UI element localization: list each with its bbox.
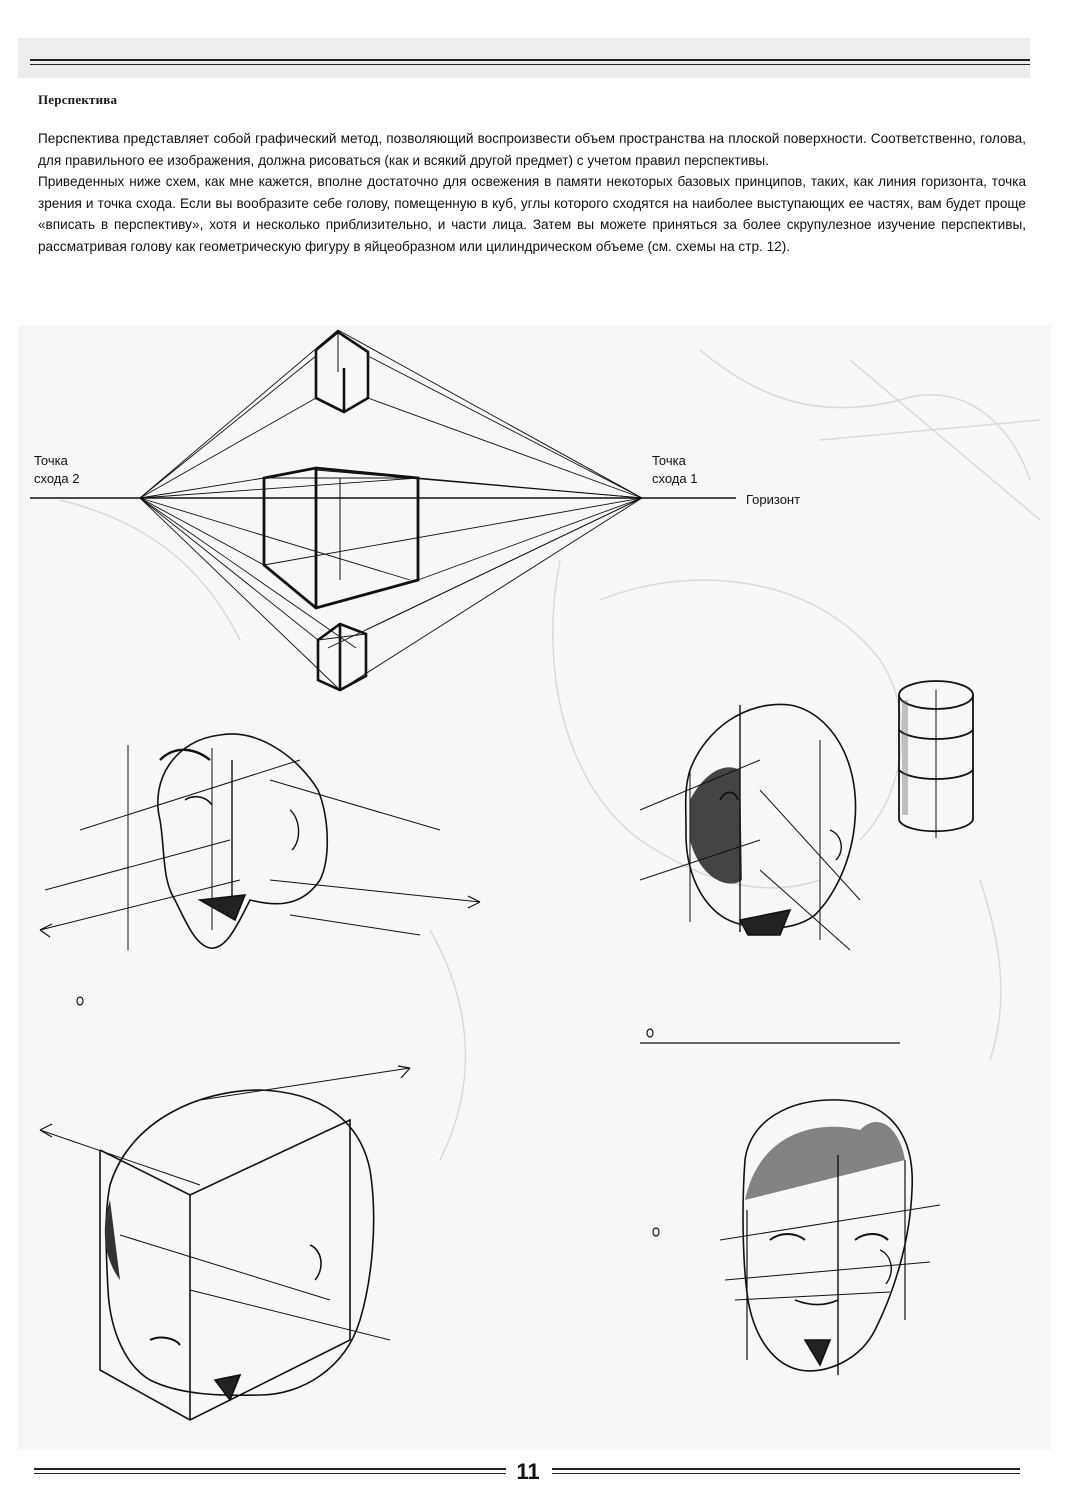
cube-bottom bbox=[318, 624, 366, 690]
footer-rule-right-bottom bbox=[552, 1473, 1020, 1474]
horizon-label: Горизонт bbox=[746, 492, 801, 507]
vanishing-point-2-line1: Точка bbox=[34, 453, 68, 468]
vanishing-point-1-line1: Точка bbox=[652, 453, 686, 468]
footer-rule-left-top bbox=[34, 1468, 506, 1470]
head-sketch-bottom-right bbox=[653, 1100, 940, 1375]
cube-middle bbox=[264, 468, 418, 608]
vanishing-point-1-line2: схода 1 bbox=[652, 471, 698, 486]
perspective-diagram bbox=[30, 330, 736, 690]
head-sketch-left bbox=[40, 734, 480, 1005]
vanishing-rays bbox=[140, 330, 642, 690]
paragraph-intro: Перспектива представляет собой графический метод, позволяющий воспроизвести объем пространства на плоской поверхности. Соответственно, голова, для правильного ее изображения, должна рисоваться (как и всякий другой предмет) с учетом правил перспективы. bbox=[38, 131, 1026, 168]
section-title: Перспектива bbox=[38, 92, 118, 107]
paragraph-cube: Приведенных ниже схем, как мне кажется, вполне достаточно для освежения в памяти некоторых базовых принципов, таких, как линия горизонта, точка зрения и точка схода. Если вы вообразите себе голову, помещенную в куб, углы которого сходятся на наиболее выступающих ее частях, вам будет проще «вписать в перспективу», хотя и несколько приблизительно, и части лица. Затем вы можете приняться за более скрупулезное изучение перспективы, рассматривая голову как геометрическую фигуру в яйцеобразном или цилиндрическом объеме (см. схемы на стр. 12). bbox=[38, 174, 1026, 254]
head-sketch-right bbox=[640, 704, 900, 1043]
vanishing-point-2-line2: схода 2 bbox=[34, 471, 80, 486]
vanishing-point-2-label bbox=[34, 452, 79, 488]
head-sketch-bottom-left bbox=[40, 1066, 410, 1420]
background-sketch bbox=[60, 350, 1040, 1160]
footer-rule-right-top bbox=[552, 1468, 1020, 1470]
page-number: 11 bbox=[516, 1459, 540, 1484]
cylinder-sketch bbox=[899, 681, 973, 838]
vanishing-point-1-label bbox=[652, 452, 697, 488]
footer-rule-left-bottom bbox=[34, 1473, 506, 1474]
cube-top bbox=[316, 332, 368, 412]
